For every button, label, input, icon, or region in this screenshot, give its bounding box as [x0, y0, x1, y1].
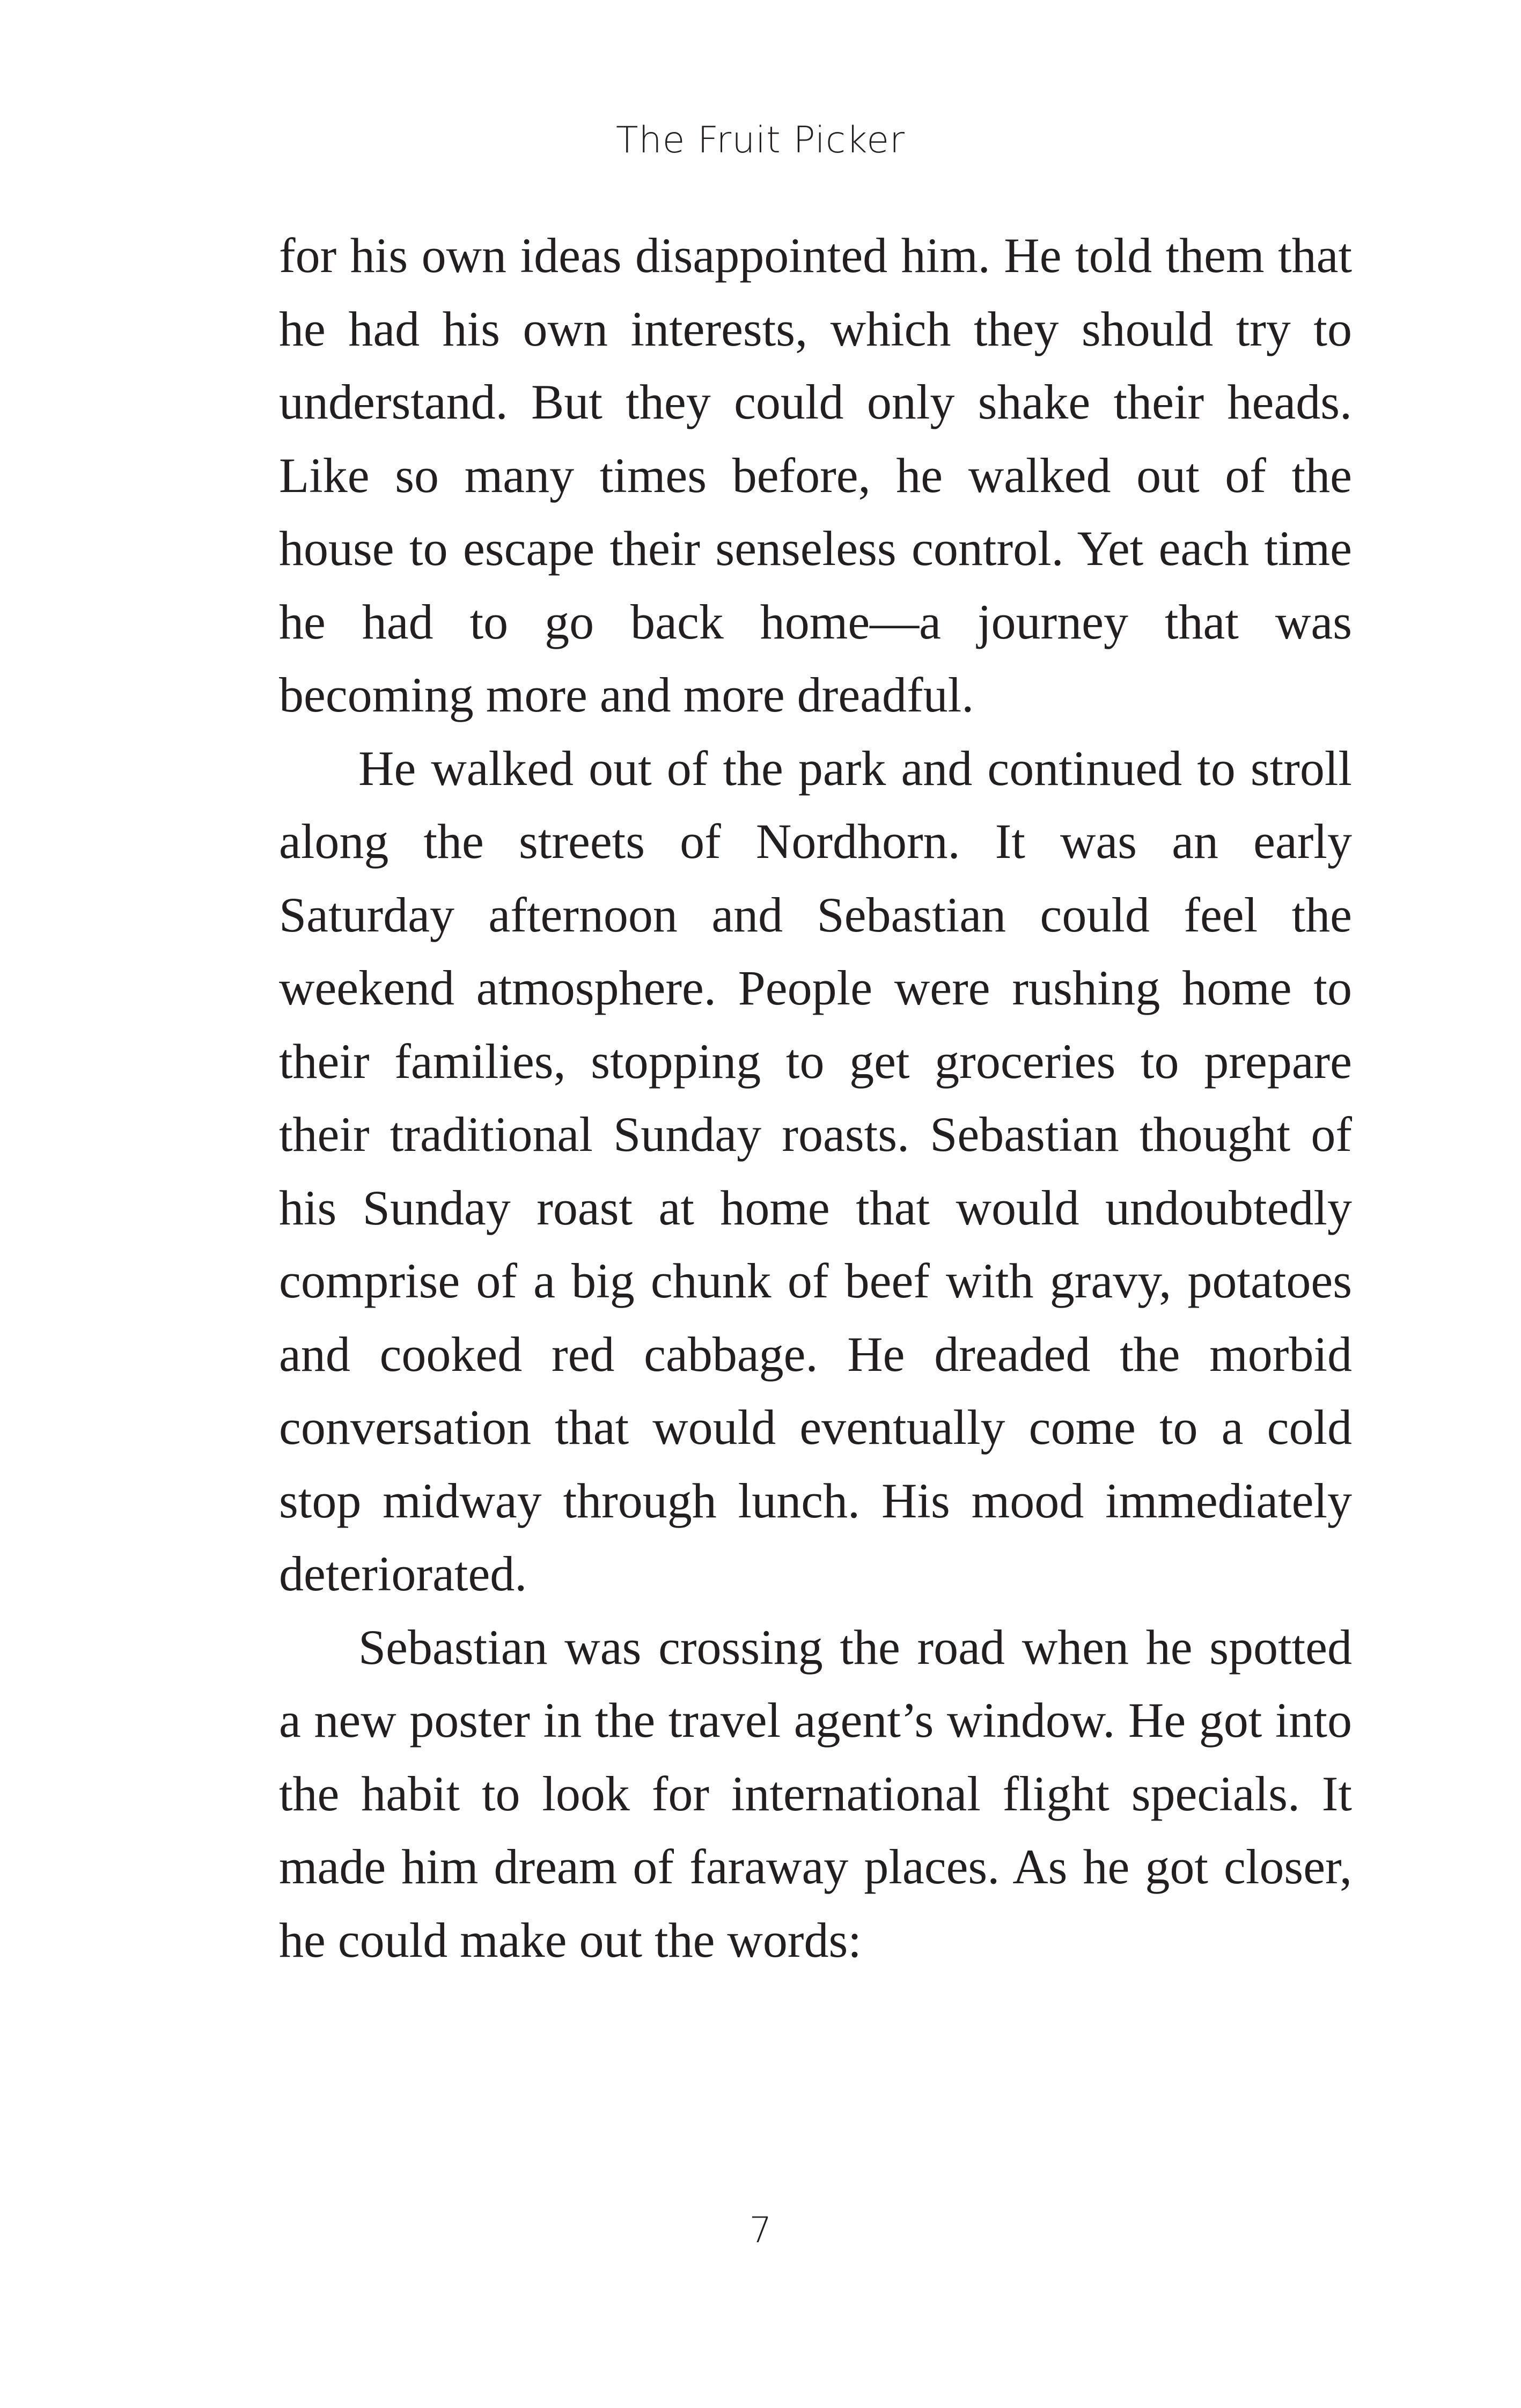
page-number: 7	[749, 2209, 772, 2251]
paragraph-continued: for his own ideas disappointed him. He told them that he had his own interests, which they should try to understand. But they could only shake their heads. Like so many times before, he walked out of the house to escape their senseless control. Yet each time he had to go back home—a journey that was becoming more and more dreadful.	[279, 228, 1352, 722]
running-head-title: The Fruit Picker	[615, 119, 905, 161]
body-text	[279, 219, 1352, 1977]
paragraph-travel-poster: Sebastian was crossing the road when he spotted a new poster in the travel agent’s window. He got into the habit to look for international flight specials. It made him dream of faraway places. As he got closer, he could make out the words:	[279, 1619, 1352, 1967]
paragraph-nordhorn-stroll: He walked out of the park and continued to stroll along the streets of Nordhorn. It was an early Saturday afternoon and Sebastian could feel the weekend atmosphere. People were rushing home to their families, stopping to get groceries to prepare their traditional Sunday roasts. Sebastian thought of his Sunday roast at home that would undoubtedly comprise of a big chunk of beef with gravy, potatoes and cooked red cabbage. He dreaded the morbid conversation that would eventually come to a cold stop midway through lunch. His mood immediately deteriorated.	[279, 740, 1352, 1601]
